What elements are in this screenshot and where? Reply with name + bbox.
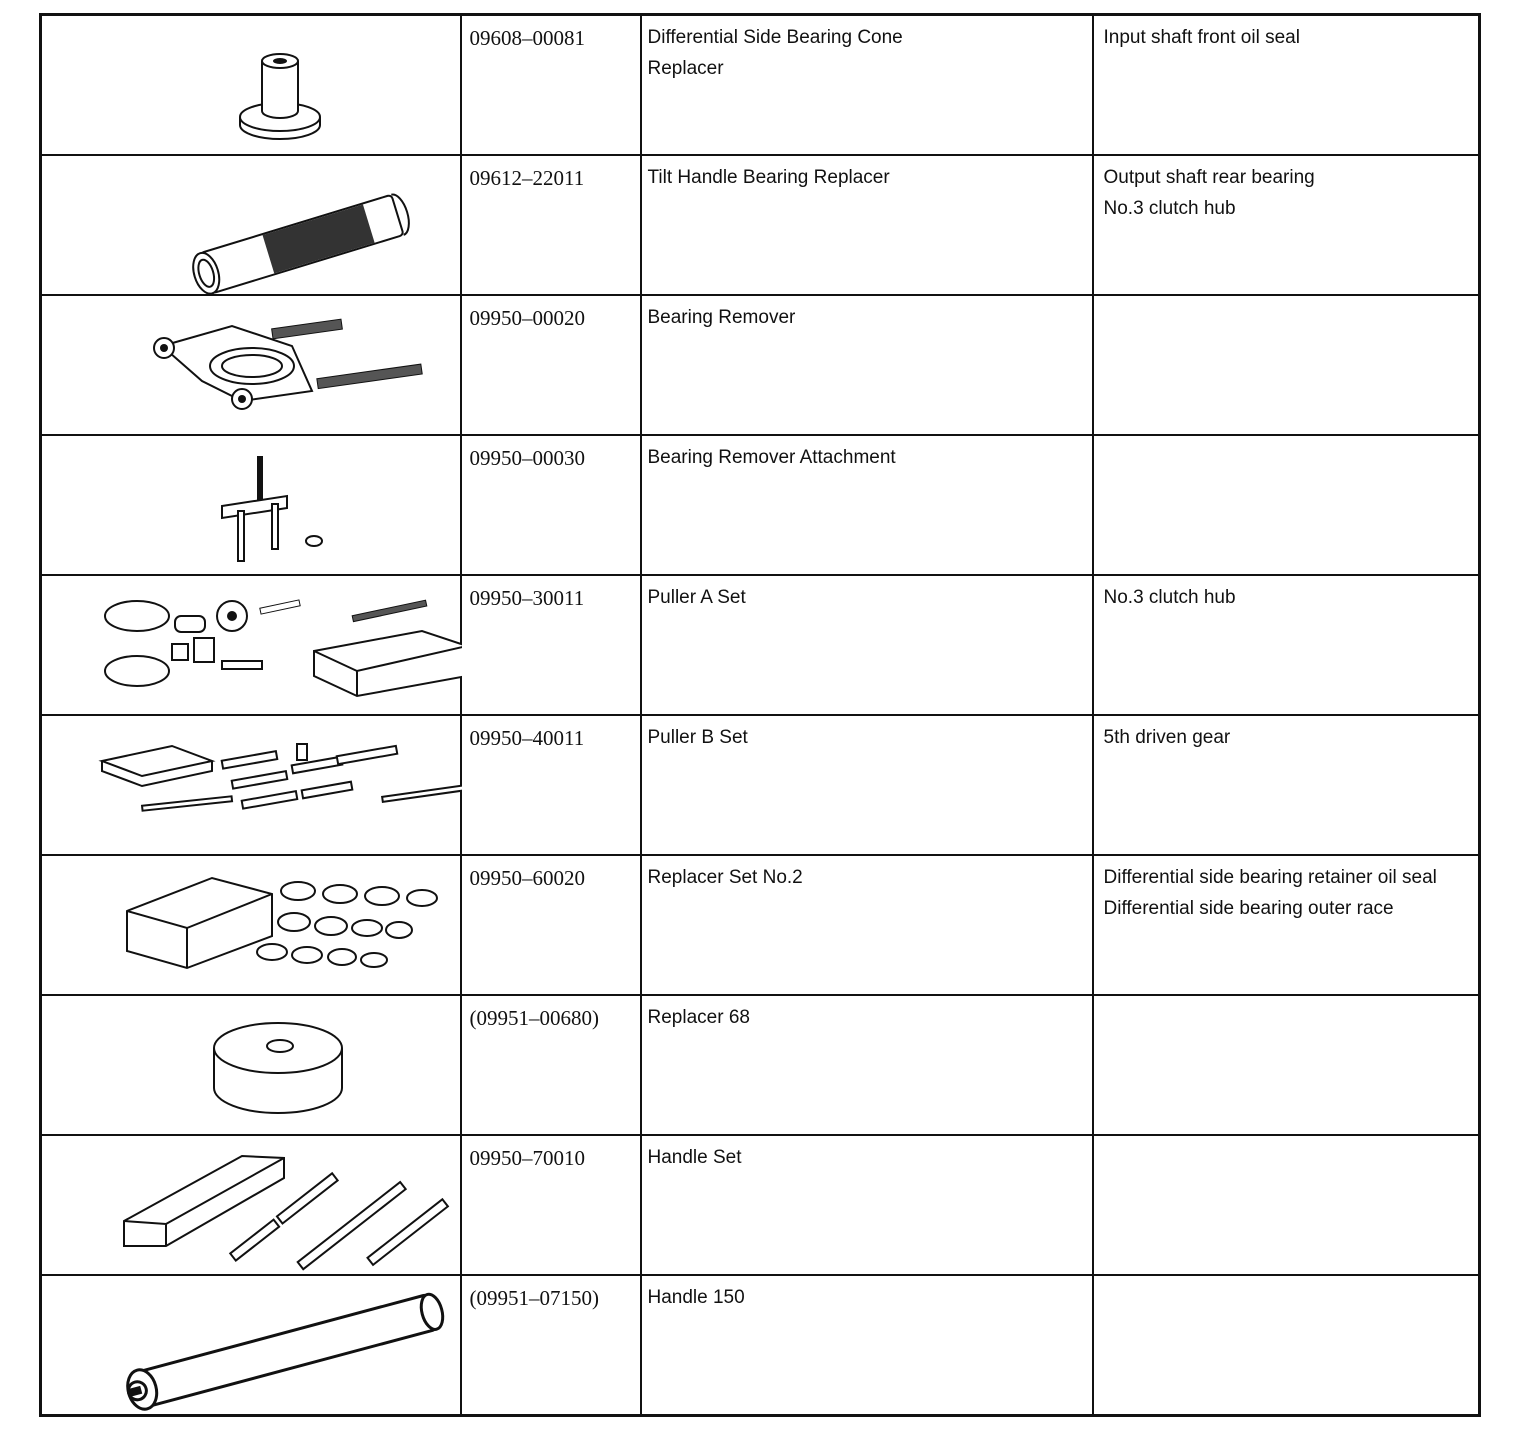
usage-list (1094, 856, 1479, 924)
puller-b-set-icon (42, 716, 462, 854)
part-number-cell (461, 575, 641, 715)
tool-name-line: Puller A Set (647, 587, 746, 608)
part-number-cell (461, 1275, 641, 1416)
tool-name-line: Handle Set (647, 1147, 742, 1168)
part-number: 09950–70010 (469, 1146, 585, 1170)
usage-list (1094, 1276, 1479, 1282)
tool-name (642, 576, 1092, 613)
usage-list (1094, 576, 1479, 613)
usage-item: Differential side bearing outer race (1103, 898, 1394, 919)
part-number-cell (461, 715, 641, 855)
tool-illustration-cell (41, 995, 461, 1135)
tool-row (41, 435, 1480, 575)
tool-name (642, 16, 1092, 84)
tool-illustration-cell (41, 15, 461, 156)
usage-cell (1093, 435, 1480, 575)
usage-cell (1093, 995, 1480, 1135)
tool-row (41, 995, 1480, 1135)
usage-list (1094, 296, 1479, 302)
tool-name (642, 296, 1092, 333)
part-number: 09950–40011 (469, 726, 585, 750)
part-number: 09950–00020 (469, 306, 585, 330)
tool-name-line: Replacer 68 (647, 1007, 750, 1028)
part-number: (09951–07150) (469, 1286, 599, 1310)
tool-illustration-cell (41, 1275, 461, 1416)
tool-name-cell (641, 995, 1093, 1135)
tool-name-line: Replacer Set No.2 (647, 867, 803, 888)
tool-name (642, 1276, 1092, 1313)
tool-name-cell (641, 15, 1093, 156)
replacer-disc-icon (42, 996, 462, 1134)
usage-item: 5th driven gear (1103, 727, 1231, 748)
part-number-cell (461, 295, 641, 435)
tool-name-cell (641, 1135, 1093, 1275)
tool-name-cell (641, 855, 1093, 995)
part-number-cell (461, 15, 641, 156)
usage-cell (1093, 1135, 1480, 1275)
usage-cell (1093, 155, 1480, 295)
usage-cell (1093, 1275, 1480, 1416)
part-number-cell (461, 155, 641, 295)
usage-item: Output shaft rear bearing (1103, 167, 1315, 188)
tool-name-line: Tilt Handle Bearing Replacer (647, 167, 890, 188)
tool-illustration-cell (41, 1135, 461, 1275)
part-number: 09608–00081 (469, 26, 585, 50)
tilt-handle-icon (42, 156, 462, 294)
tool-name-line: Bearing Remover (647, 307, 796, 328)
handle-150-icon (42, 1276, 462, 1414)
part-number: 09950–00030 (469, 446, 585, 470)
tool-name (642, 996, 1092, 1033)
tool-name-line: Bearing Remover Attachment (647, 447, 896, 468)
tool-illustration-cell (41, 155, 461, 295)
tool-row (41, 155, 1480, 295)
special-service-tools-table (39, 13, 1481, 1417)
handle-set-icon (42, 1136, 462, 1274)
usage-list (1094, 1136, 1479, 1142)
tool-illustration-cell (41, 575, 461, 715)
tool-name (642, 1136, 1092, 1173)
usage-list (1094, 156, 1479, 224)
tool-name-cell (641, 155, 1093, 295)
part-number: 09950–30011 (469, 586, 585, 610)
usage-item: No.3 clutch hub (1103, 198, 1236, 219)
part-number: (09951–00680) (469, 1006, 599, 1030)
usage-cell (1093, 15, 1480, 156)
part-number-cell (461, 855, 641, 995)
tool-row (41, 1135, 1480, 1275)
tool-row (41, 295, 1480, 435)
cone-replacer-icon (42, 16, 462, 154)
tool-name-line: Differential Side Bearing Cone (647, 27, 903, 48)
usage-item: Differential side bearing retainer oil seal (1103, 867, 1437, 888)
tool-name-line: Puller B Set (647, 727, 748, 748)
usage-item: Input shaft front oil seal (1103, 27, 1300, 48)
usage-list (1094, 716, 1479, 753)
tool-name (642, 856, 1092, 893)
usage-item: No.3 clutch hub (1103, 587, 1236, 608)
usage-list (1094, 996, 1479, 1002)
usage-cell (1093, 715, 1480, 855)
tool-row (41, 575, 1480, 715)
tool-name-cell (641, 295, 1093, 435)
usage-cell (1093, 855, 1480, 995)
usage-list (1094, 16, 1479, 53)
part-number-cell (461, 435, 641, 575)
part-number-cell (461, 1135, 641, 1275)
tool-name (642, 436, 1092, 473)
tool-illustration-cell (41, 855, 461, 995)
replacer-set-icon (42, 856, 462, 994)
tool-name-line: Replacer (647, 58, 724, 79)
remover-attachment-icon (42, 436, 462, 574)
tool-row (41, 715, 1480, 855)
usage-list (1094, 436, 1479, 442)
usage-cell (1093, 295, 1480, 435)
tool-name-cell (641, 1275, 1093, 1416)
tool-name (642, 716, 1092, 753)
tool-name (642, 156, 1092, 193)
tool-illustration-cell (41, 715, 461, 855)
tool-name-cell (641, 715, 1093, 855)
tool-row (41, 15, 1480, 156)
tool-row (41, 1275, 1480, 1416)
part-number: 09950–60020 (469, 866, 585, 890)
puller-a-set-icon (42, 576, 462, 714)
tool-name-cell (641, 575, 1093, 715)
tool-row (41, 855, 1480, 995)
tool-name-cell (641, 435, 1093, 575)
tool-illustration-cell (41, 435, 461, 575)
part-number: 09612–22011 (469, 166, 585, 190)
tool-illustration-cell (41, 295, 461, 435)
bearing-remover-icon (42, 296, 462, 434)
usage-cell (1093, 575, 1480, 715)
part-number-cell (461, 995, 641, 1135)
tool-name-line: Handle 150 (647, 1287, 745, 1308)
